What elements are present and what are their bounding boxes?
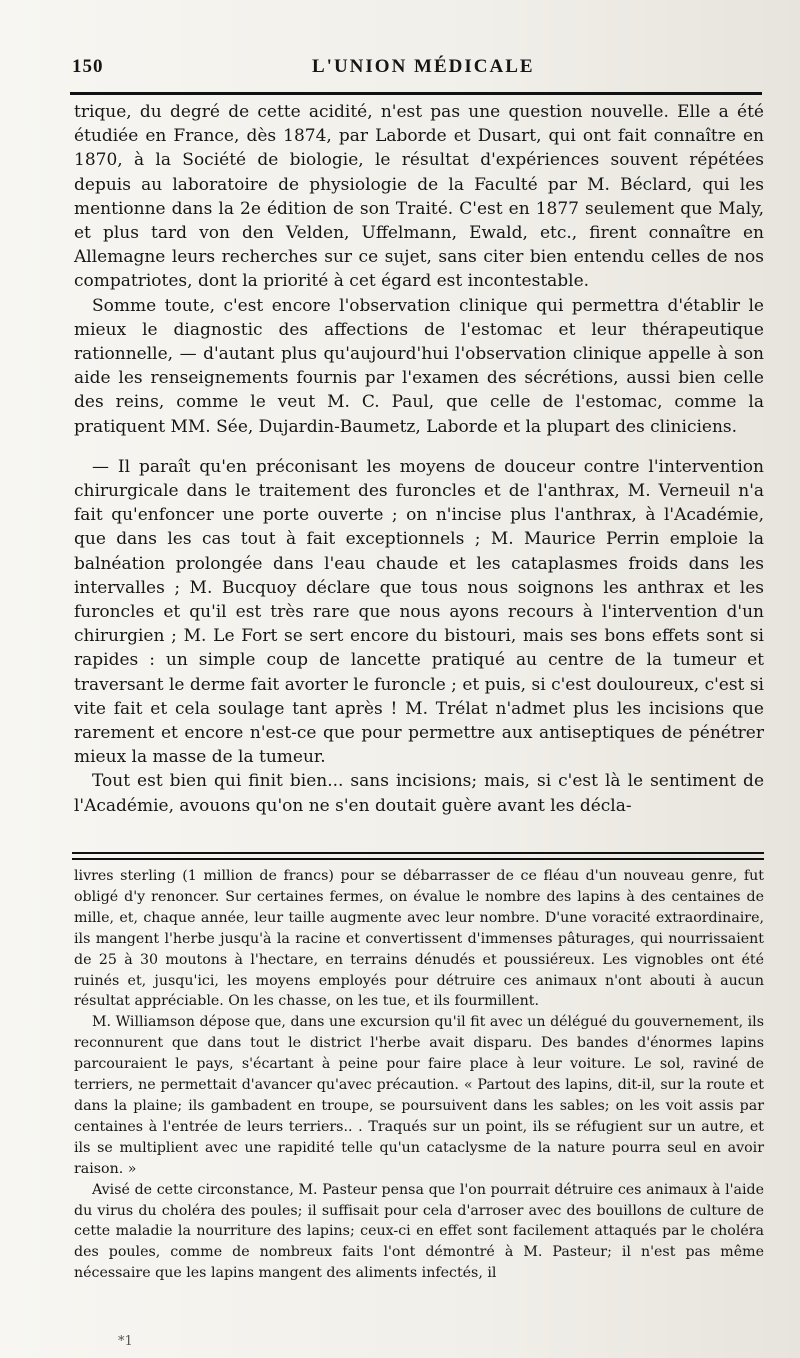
page-header xyxy=(72,56,762,86)
footnote-paragraph: Avisé de cette circonstance, M. Pasteur pensa que l'on pourrait détruire ces animaux à l'aide du virus du choléra des poules; il suffisait pour cela d'arroser avec des bouillons de culture de cette maladie la nourriture des lapins; ceux-ci en effet sont facilement attaqués par le choléra des poules, comme de nombreux faits l'ont démontré à M. Pasteur; il n'est pas même nécessaire que les lapins mangent des aliments infectés, il xyxy=(74,1181,764,1282)
main-paragraph: Somme toute, c'est encore l'observation clinique qui permettra d'établir le mieux le diagnostic des affections de l'estomac et leur thérapeutique rationnelle, — d'autant plus qu'aujourd'hui l'observation clinique appelle à son aide les renseignements fournis par l'examen des sécrétions, aussi bien celle des reins, comme le veut M. C. Paul, que celle de l'estomac, comme la pratiquent MM. Sée, Dujardin-Baumetz, Laborde et la plupart des cliniciens. xyxy=(74,295,764,437)
main-paragraph: trique, du degré de cette acidité, n'est pas une question nouvelle. Elle a été étudiée en France, dès 1874, par Laborde et Dusart, qui ont fait connaître en 1870, à la Société de biologie, le résultat d'expériences souvent répétées depuis au laboratoire de physiologie de la Faculté par M. Béclard, qui les mentionne dans la 2e édition de son Traité. C'est en 1877 seulement que Maly, et plus tard von den Velden, Uffelmann, Ewald, etc., firent connaître en Allemagne leurs recherches sur ce sujet, sans citer bien entendu celles de nos compatriotes, dont la priorité à cet égard est incontestable. xyxy=(74,102,764,292)
running-title: L'UNION MÉDICALE xyxy=(312,56,535,77)
footnote-paragraph: livres sterling (1 million de francs) pour se débarrasser de ce fléau d'un nouveau genre, fut obligé d'y renoncer. Sur certaines fermes, on évalue le nombre des lapins à des centaines de mille, et, chaque année, leur taille augmente avec leur nombre. D'une voracité extraordinaire, ils mangent l'herbe jusqu'à la racine et convertissent d'immenses pâturages, qui nourrissaient de 25 à 30 moutons à l'hectare, en terrains dénudés et poussiéreux. Les vignobles ont été ruinés et, jusqu'ici, les moyens employés pour détruire ces animaux n'ont abouti à aucun résultat appréciable. On les chasse, on les tue, et ils fourmillent. xyxy=(74,868,764,1010)
page-number: 150 xyxy=(72,56,104,77)
header-rule xyxy=(70,92,762,95)
main-text xyxy=(74,100,764,818)
main-paragraph: Tout est bien qui finit bien... sans incisions; mais, si c'est là le sentiment de l'Académie, avouons qu'on ne s'en doutait guère avant les décla- xyxy=(74,771,764,816)
main-paragraph: — Il paraît qu'en préconisant les moyens de douceur contre l'intervention chirurgicale dans le traitement des furoncles et de l'anthrax, M. Verneuil n'a fait qu'enfoncer une porte ouverte ; on n'incise plus l'anthrax, à l'Académie, que dans les cas tout à fait exceptionnels ; M. Maurice Perrin emploie la balnéation prolongée dans l'eau chaude et les cataplasmes froids dans les intervalles ; M. Bucquoy déclare que tous nous soignons les anthrax et les furoncles et qu'il est très rare que nous ayons recours à l'intervention d'un chirurgien ; M. Le Fort se sert encore du bistouri, mais ses bons effets sont si rapides : un simple coup de lancette pratiqué au centre de la tumeur et traversant le derme fait avorter le furoncle ; et puis, si c'est douloureux, c'est si vite fait et cela soulage tant après ! M. Trélat n'admet plus les incisions que rarement et encore n'est-ce que pour permettre aux antiseptiques de pénétrer mieux la masse de la tumeur. xyxy=(74,456,764,768)
footnote-paragraph: M. Williamson dépose que, dans une excursion qu'il fit avec un délégué du gouvernement, ils reconnurent que dans tout le district l'herbe avait disparu. Des bandes d'énormes lapins parcouraient le pays, s'écartant à peine pour faire place à leur voiture. Le sol, raviné de terriers, ne permettait d'avancer qu'avec précaution. « Partout des lapins, dit-il, sur la route et dans la plaine; ils gambadent en troupe, se poursuivent dans les sables; on les voit assis par centaines à l'entrée de leurs terriers.. . Traqués sur un point, ils se réfugient sur un autre, et ils se multiplient avec une rapidité telle qu'un cataclysme de la nature pourra seul en avoir raison. » xyxy=(74,1014,764,1177)
footnotes xyxy=(74,866,764,1284)
signature-mark: *1 xyxy=(118,1334,133,1349)
footnote-rule xyxy=(72,852,764,854)
footnote-rule-double xyxy=(72,858,764,860)
